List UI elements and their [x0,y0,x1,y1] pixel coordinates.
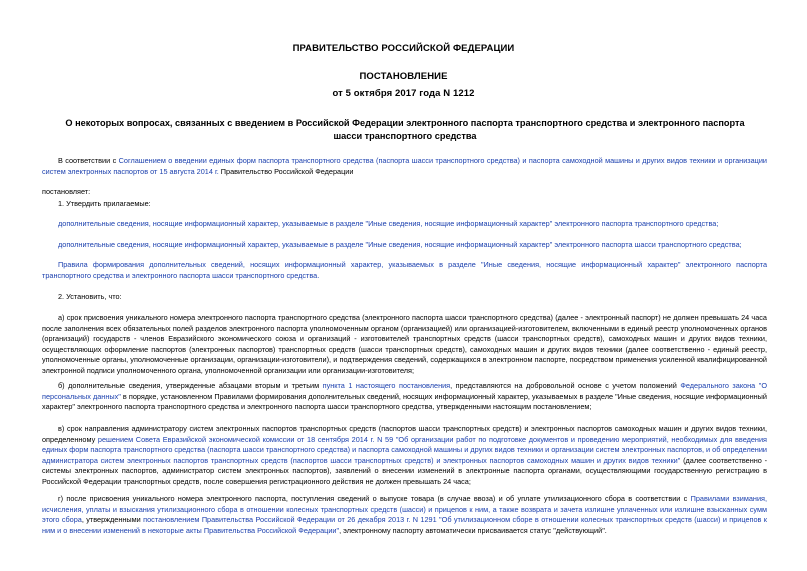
eec-decision-link[interactable]: решением Совета Евразийской экономической комиссии от 18 сентября 2014 г. N 59 "Об организации работ по подготовке документов и проведению мероприятий, необходимых для введения единых форм паспорта транспортного средства (паспорта шасси транспортного средства) и паспорта самоходной машины и других видов техники и организации систем электронных паспортов, и об определении администратора систем электронных паспортов транспортных средств (паспортов шасси транспортных средств) и электронных паспортов самоходных машин и других видов техники" [42,434,767,465]
government-heading: ПРАВИТЕЛЬСТВО РОССИЙСКОЙ ФЕДЕРАЦИИ [292,43,515,54]
approved-link-1[interactable]: дополнительные сведения, носящие информационный характер, указываемые в разделе "Иные сведения, носящие информационный характер" электронного паспорта транспортного средства; [58,219,719,228]
paragraph-b-text-3: в порядке, установленном Правилами формирования дополнительных сведений, носящих информационный характер, указываемых в разделе "Иные сведения, носящие информационный характер" электронного паспорта транспортного средства и электронного паспорта шасси транспортного средства, утвержденными настоящим постановлением; [42,391,767,412]
preamble-paragraph [42,156,767,177]
paragraph-b [42,381,767,413]
postanovlyaet-text: постановляет: [42,187,91,196]
item-2-heading: 2. Установить, что: [58,292,122,301]
personal-data-law-link[interactable]: Федерального закона "О персональных данных" [42,381,768,401]
agreement-link[interactable]: Соглашением о введении единых форм паспорта транспортного средства (паспорта шасси транспортного средства) и паспорта самоходной машины и других видов техники и организации систем электронных паспортов от 15 августа 2014 г. [42,156,768,176]
paragraph-v-text-2: (далее соответственно - системы электронных паспортов, администратор систем электронных паспортов), заявлений о внесении изменений в электронные паспорта органами, осуществляющими государственную регистрацию в Российской Федерации транспортных средств, после совершения регистрационного действия не должен превышать 24 часа; [42,455,768,486]
paragraph-g-text-1: г) после присвоения уникального номера электронного паспорта, поступления сведений о выпуске товара (в случае ввоза) и об уплате утилизационного сбора в соответствии с [58,494,691,503]
preamble-text: В соответствии с [58,156,119,165]
paragraph-v-text-1: в) срок направления администратору систем электронных паспортов транспортных средств (паспортов шасси транспортных средств) и электронных паспортов самоходных машин и других видов техники, определенному [42,424,767,444]
document-title: О некоторых вопросах, связанных с введением в Российской Федерации электронного паспорта транспортного средства и электронного паспорта шасси транспортного средства [65,118,745,141]
paragraph-b-text-1: б) дополнительные сведения, утвержденные абзацами вторым и третьим [58,381,323,390]
government-resolution-1291-link[interactable]: постановлением Правительства Российской Федерации от 26 декабря 2013 г. N 1291 "Об утилизационном сборе в отношении колесных транспортных средств (шасси) и прицепов к ним и о внесении изменений в некоторые акты Правительства Российской Федерации" [42,515,767,535]
approved-link-2[interactable]: дополнительные сведения, носящие информационный характер, указываемые в разделе "Иные сведения, носящие информационный характер" электронного паспорта шасси транспортного средства; [58,240,742,249]
paragraph-b-text-2: , представляются на добровольной основе с учетом положений [450,381,681,390]
document-type-heading: ПОСТАНОВЛЕНИЕ [359,71,448,82]
document-date-number: от 5 октября 2017 года N 1212 [332,88,475,99]
recycling-fee-rules-link[interactable]: Правилами взимания, исчисления, уплаты и взыскания утилизационного сбора в отношении колесных транспортных средств (шасси) и прицепов к ним, а также возврата и зачета излишне уплаченных или излишне взысканных сумм этого сбора [42,494,767,525]
paragraph-a: а) срок присвоения уникального номера электронного паспорта транспортного средства (электронного паспорта шасси транспортного средства) (далее - электронный паспорт) не должен превышать 24 часа после заполнения всех обязательных полей разделов электронного паспорта уполномоченным органом (организацией) или организацией-изготовителем, включенными в единый реестр уполномоченных органов (организаций) государств - членов Евразийского экономического союза и организаций - изготовителей транспортных средств (шасси транспортных средств), самоходных машин и других видов техники, осуществляющих оформление паспортов (электронных паспортов) транспортных средств (шасси транспортных средств), самоходных машин и других видов техники (далее соответственно - единый реестр, уполномоченные органы, уполномоченные организации, организации-изготовители), и подтверждения сведений, содержащихся в электронном паспорте, посредством применения усиленной квалифицированной электронной подписи уполномоченного органа, уполномоченной организации или организации-изготовителя; [42,313,767,375]
item-1-heading: 1. Утвердить прилагаемые: [58,199,151,208]
preamble-text-end: Правительство Российской Федерации [218,166,354,176]
approved-link-3[interactable]: Правила формирования дополнительных сведений, носящих информационный характер, указываемых в разделе "Иные сведения, носящие информационный характер" электронного паспорта транспортного средства и электронного паспорта шасси транспортного средства. [42,260,767,280]
point-1-link[interactable]: пункта 1 настоящего постановления [322,381,451,390]
paragraph-v [42,424,767,488]
paragraph-g [42,494,767,536]
paragraph-g-text-2: , утвержденными [81,515,144,525]
paragraph-g-text-3: , электронному паспорту автоматически присваивается статус "действующий". [339,525,607,535]
